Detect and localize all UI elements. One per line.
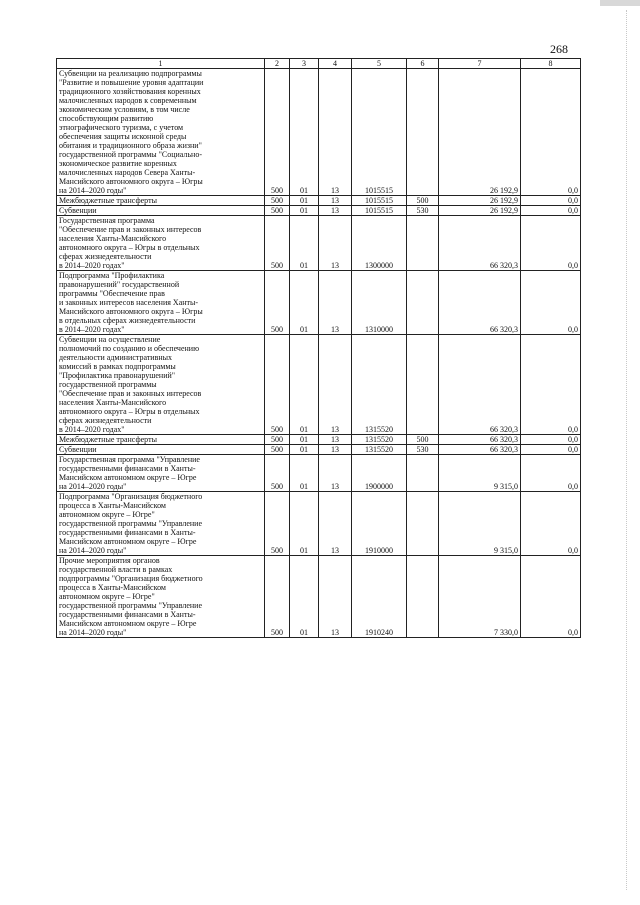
table-row [57,492,581,556]
cell-amount: 66 320,3 [439,216,521,271]
table-row [57,216,581,271]
header-cell: 6 [407,59,439,69]
cell-expense-type [407,455,439,492]
cell-admin: 500 [265,435,290,445]
row-name: Субвенции на осуществление полномочий по созданию и обеспечению деятельности административных комиссий в рамках подпрограммы "Профилактика правонарушений" государственной программы "Обеспечение прав и законных интересов населения Ханты-Мансийского автономного округа – Югры в отдельных сферах жизнедеятельности в 2014–2020 годах" [57,335,265,435]
cell-expense-type: 500 [407,435,439,445]
cell-admin: 500 [265,196,290,206]
cell-subsection: 13 [319,435,352,445]
cell-amount: 7 330,0 [439,556,521,638]
row-name: Государственная программа "Обеспечение прав и законных интересов населения Ханты-Мансийского автономного округа – Югры в отдельных сферах жизнедеятельности в 2014–2020 годах" [57,216,265,271]
cell-section: 01 [290,216,319,271]
cell-section: 01 [290,445,319,455]
table-row [57,445,581,455]
row-name: Государственная программа "Управление государственными финансами в Ханты- Мансийском автономном округе – Югре на 2014–2020 годы" [57,455,265,492]
cell-subsection: 13 [319,556,352,638]
cell-admin: 500 [265,492,290,556]
cell-section: 01 [290,435,319,445]
cell-amount-2: 0,0 [521,69,581,196]
cell-section: 01 [290,492,319,556]
cell-subsection: 13 [319,206,352,216]
cell-amount-2: 0,0 [521,556,581,638]
cell-section: 01 [290,455,319,492]
cell-target-article: 1310000 [352,271,407,335]
cell-amount: 26 192,9 [439,206,521,216]
cell-subsection: 13 [319,196,352,206]
cell-expense-type [407,335,439,435]
cell-amount-2: 0,0 [521,196,581,206]
cell-amount: 26 192,9 [439,69,521,196]
cell-target-article: 1900000 [352,455,407,492]
cell-amount-2: 0,0 [521,206,581,216]
page-number: 268 [550,42,568,56]
cell-amount: 66 320,3 [439,271,521,335]
cell-expense-type: 530 [407,445,439,455]
cell-expense-type [407,271,439,335]
cell-amount: 66 320,3 [439,445,521,455]
cell-amount: 9 315,0 [439,492,521,556]
header-cell: 4 [319,59,352,69]
cell-expense-type: 530 [407,206,439,216]
cell-expense-type [407,216,439,271]
header-cell: 1 [57,59,265,69]
scan-edge-right [626,10,628,890]
cell-section: 01 [290,271,319,335]
cell-subsection: 13 [319,455,352,492]
cell-admin: 500 [265,445,290,455]
cell-amount-2: 0,0 [521,216,581,271]
cell-target-article: 1910240 [352,556,407,638]
scan-edge-top [600,0,640,6]
cell-section: 01 [290,196,319,206]
row-name: Межбюджетные трансферты [57,435,265,445]
cell-admin: 500 [265,69,290,196]
cell-subsection: 13 [319,216,352,271]
row-name: Субвенции [57,206,265,216]
cell-amount: 9 315,0 [439,455,521,492]
cell-target-article: 1015515 [352,206,407,216]
header-cell: 2 [265,59,290,69]
cell-target-article: 1910000 [352,492,407,556]
cell-subsection: 13 [319,492,352,556]
cell-section: 01 [290,69,319,196]
table-row [57,206,581,216]
table-row [57,335,581,435]
table-row [57,556,581,638]
table-row [57,69,581,196]
table-row [57,435,581,445]
cell-expense-type: 500 [407,196,439,206]
cell-admin: 500 [265,206,290,216]
cell-admin: 500 [265,271,290,335]
cell-expense-type [407,556,439,638]
header-cell: 7 [439,59,521,69]
cell-target-article: 1315520 [352,335,407,435]
table-row [57,196,581,206]
cell-amount: 66 320,3 [439,435,521,445]
cell-target-article: 1315520 [352,435,407,445]
cell-expense-type [407,69,439,196]
cell-section: 01 [290,206,319,216]
cell-subsection: 13 [319,335,352,435]
row-name: Субвенции на реализацию подпрограммы "Развитие и повышение уровня адаптации традиционного хозяйствования коренных малочисленных народов к современным экономическим условиям, в том числе способствующим развитию этнографического туризма, с учетом обеспечения защиты исконной среды обитания и традиционного образа жизни" государственной программы "Социально- экономическое развитие коренных малочисленных народов Севера Ханты- Мансийского автономного округа – Югры на 2014–2020 годы" [57,69,265,196]
row-name: Подпрограмма "Организация бюджетного процесса в Ханты-Мансийском автономном округе – Югре" государственной программы "Управление государственными финансами в Ханты- Мансийском автономном округе – Югре на 2014–2020 годы" [57,492,265,556]
header-cell: 5 [352,59,407,69]
cell-admin: 500 [265,556,290,638]
cell-amount-2: 0,0 [521,455,581,492]
row-name: Подпрограмма "Профилактика правонарушений" государственной программы "Обеспечение прав и законных интересов населения Ханты- Мансийского автономного округа – Югры в отдельных сферах жизнедеятельности в 2014–2020 годах" [57,271,265,335]
header-row [57,59,581,69]
row-name: Прочие мероприятия органов государственной власти в рамках подпрограммы "Организация бюджетного процесса в Ханты-Мансийском автономном округе – Югре" государственной программы "Управление государственными финансами в Ханты- Мансийском автономном округе – Югре на 2014–2020 годы" [57,556,265,638]
cell-target-article: 1015515 [352,69,407,196]
cell-subsection: 13 [319,271,352,335]
cell-admin: 500 [265,335,290,435]
cell-target-article: 1315520 [352,445,407,455]
row-name: Субвенции [57,445,265,455]
cell-amount: 66 320,3 [439,335,521,435]
table-row [57,455,581,492]
cell-amount: 26 192,9 [439,196,521,206]
header-cell: 3 [290,59,319,69]
cell-target-article: 1300000 [352,216,407,271]
cell-subsection: 13 [319,69,352,196]
header-cell: 8 [521,59,581,69]
budget-table [56,58,581,638]
cell-admin: 500 [265,216,290,271]
cell-section: 01 [290,335,319,435]
cell-target-article: 1015515 [352,196,407,206]
cell-amount-2: 0,0 [521,335,581,435]
row-name: Межбюджетные трансферты [57,196,265,206]
table-row [57,271,581,335]
cell-section: 01 [290,556,319,638]
cell-amount-2: 0,0 [521,271,581,335]
cell-expense-type [407,492,439,556]
cell-subsection: 13 [319,445,352,455]
cell-admin: 500 [265,455,290,492]
cell-amount-2: 0,0 [521,445,581,455]
cell-amount-2: 0,0 [521,435,581,445]
cell-amount-2: 0,0 [521,492,581,556]
